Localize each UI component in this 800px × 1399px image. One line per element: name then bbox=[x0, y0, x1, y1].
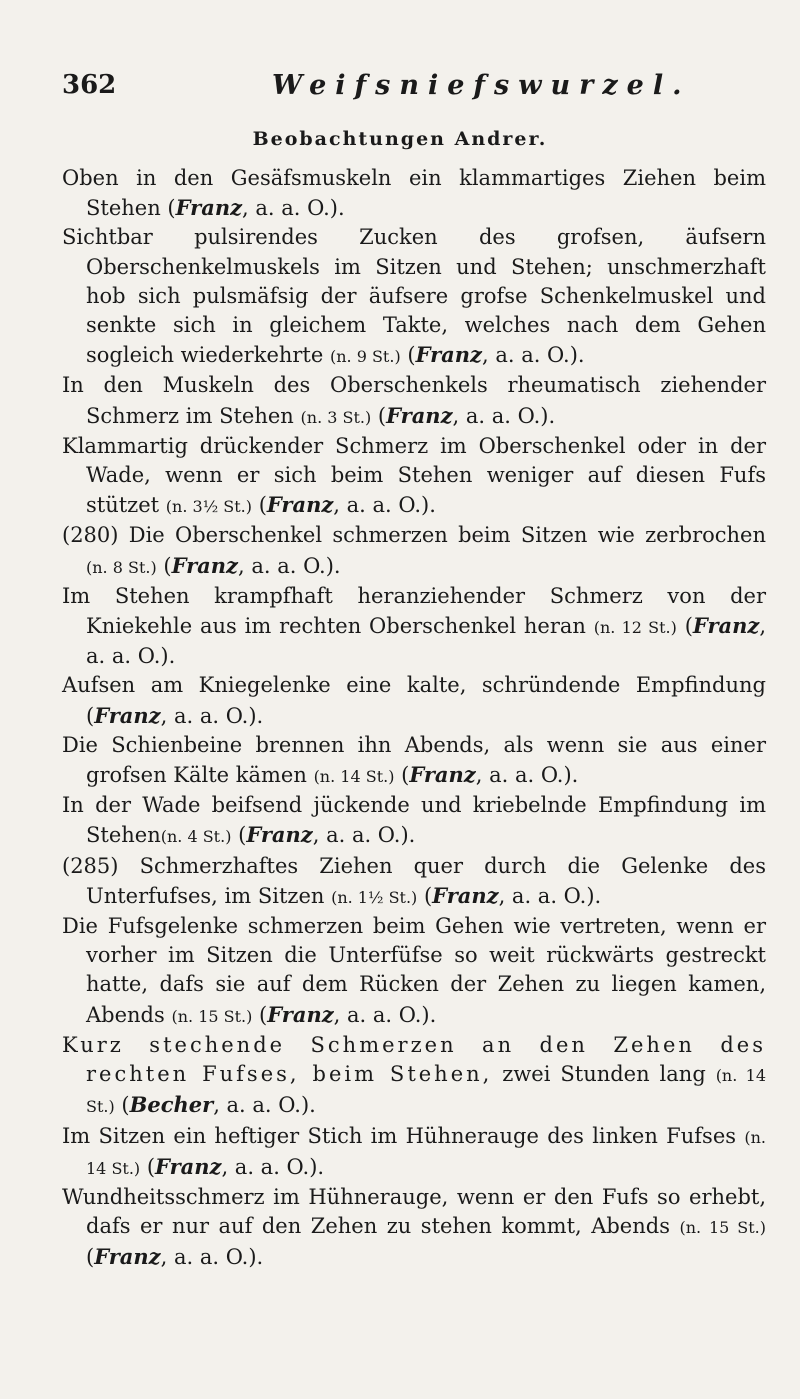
symptom-entry: In den Muskeln des Oberschenkels rheumatisch ziehender Schmerz im Stehen (n. 3 St.) (Franz, a. a. O.). bbox=[62, 373, 766, 428]
source-author: Franz bbox=[415, 342, 482, 368]
entries-list bbox=[62, 164, 766, 1273]
source-author: Franz bbox=[175, 195, 243, 221]
symptom-entry: Aufsen am Kniegelenke eine kalte, schründende Empfindung (Franz, a. a. O.). bbox=[62, 673, 766, 728]
source-author: Franz bbox=[692, 613, 760, 639]
source-author: Franz bbox=[409, 762, 476, 788]
page-header bbox=[0, 70, 800, 110]
time-reference: (n. 14 St.) bbox=[313, 767, 395, 787]
symptom-entry: Die Schienbeine brennen ihn Abends, als wenn sie aus einer grofsen Kälte kämen (n. 14 St.) (Franz, a. a. O.). bbox=[62, 732, 766, 788]
symptom-entry: Im Stehen krampfhaft heranziehender Schmerz von der Kniekehle aus im rechten Oberschenkel heran (n. 12 St.) (Franz, a. a. O.). bbox=[62, 583, 766, 669]
time-reference: (n. 3 St.) bbox=[300, 407, 372, 427]
source-author: Franz bbox=[267, 1001, 334, 1027]
running-title: Weifsniefswurzel. bbox=[272, 70, 691, 101]
symptom-entry: Wundheitsschmerz im Hühnerauge, wenn er den Fufs so erhebt, dafs er nur auf den Zehen zu stehen kommt, Abends (n. 15 St.) (Franz, a. a. O.). bbox=[62, 1184, 766, 1270]
section-heading: Beobachtungen Andrer. bbox=[252, 128, 548, 150]
source-author: Franz bbox=[94, 702, 161, 728]
time-reference: (n. 15 St.) bbox=[171, 1006, 253, 1026]
symptom-entry: In der Wade beifsend jückende und kriebelnde Empfindung im Stehen(n. 4 St.) (Franz, a. a. O.). bbox=[62, 793, 766, 848]
time-reference: (n. 3½ St.) bbox=[165, 497, 253, 517]
time-reference: (n. 1½ St.) bbox=[331, 887, 418, 907]
source-author: Franz bbox=[432, 882, 499, 908]
source-author: Franz bbox=[171, 552, 238, 578]
time-reference: (n. 15 St.) bbox=[679, 1218, 766, 1238]
source-author: Franz bbox=[246, 822, 313, 848]
source-author: Franz bbox=[155, 1153, 222, 1179]
symptom-entry: (285) Schmerzhaftes Ziehen quer durch die Gelenke des Unterfufses, im Sitzen (n. 1½ St.) (Franz, a. a. O.). bbox=[62, 853, 766, 908]
time-reference: (n. 14 St.) bbox=[86, 1066, 767, 1117]
time-reference: (n. 4 St.) bbox=[160, 827, 232, 847]
emphasized-text: Kurz stechende Schmerzen an den Zehen des rechten Fufses, beim Stehen, bbox=[62, 1032, 766, 1087]
time-reference: (n. 9 St.) bbox=[329, 347, 401, 367]
source-author: Becher bbox=[129, 1092, 214, 1118]
symptom-entry: Im Sitzen ein heftiger Stich im Hühnerauge des linken Fufses (n. 14 St.) (Franz, a. a. O.). bbox=[62, 1123, 766, 1179]
symptom-entry: Klammartig drückender Schmerz im Oberschenkel oder in der Wade, wenn er sich beim Stehen weniger auf diesen Fufs stützet (n. 3½ St.) (Franz, a. a. O.). bbox=[62, 433, 766, 518]
symptom-entry: Oben in den Gesäfsmuskeln ein klammartiges Ziehen beim Stehen (Franz, a. a. O.). bbox=[62, 166, 766, 221]
source-author: Franz bbox=[386, 402, 453, 428]
source-author: Franz bbox=[266, 492, 334, 518]
page-number: 362 bbox=[62, 70, 117, 100]
symptom-entry: Sichtbar pulsirendes Zucken des grofsen, äufsern Oberschenkelmuskels im Sitzen und Stehen; unschmerzhaft hob sich pulsmäfsig der äufsere grofse Schenkelmuskel und senkte sich in gleichem Takte, welches nach dem Gehen sogleich wiederkehrte (n. 9 St.) (Franz, a. a. O.). bbox=[62, 225, 766, 368]
symptom-entry: (280) Die Oberschenkel schmerzen beim Sitzen wie zerbrochen (n. 8 St.) (Franz, a. a. O.). bbox=[62, 523, 766, 578]
source-author: Franz bbox=[94, 1244, 161, 1270]
symptom-entry: Die Fufsgelenke schmerzen beim Gehen wie vertreten, wenn er vorher im Sitzen die Unterfüfse so weit rückwärts gestreckt hatte, dafs sie auf dem Rücken der Zehen zu liegen kamen, Abends (n. 15 St.) (Franz, a. a. O.). bbox=[62, 914, 766, 1027]
time-reference: (n. 8 St.) bbox=[86, 557, 157, 577]
time-reference: (n. 14 St.) bbox=[86, 1127, 766, 1178]
symptom-entry: Kurz stechende Schmerzen an den Zehen des rechten Fufses, beim Stehen, zwei Stunden lang (n. 14 St.) (Becher, a. a. O.). bbox=[62, 1032, 767, 1118]
time-reference: (n. 12 St.) bbox=[593, 618, 677, 638]
